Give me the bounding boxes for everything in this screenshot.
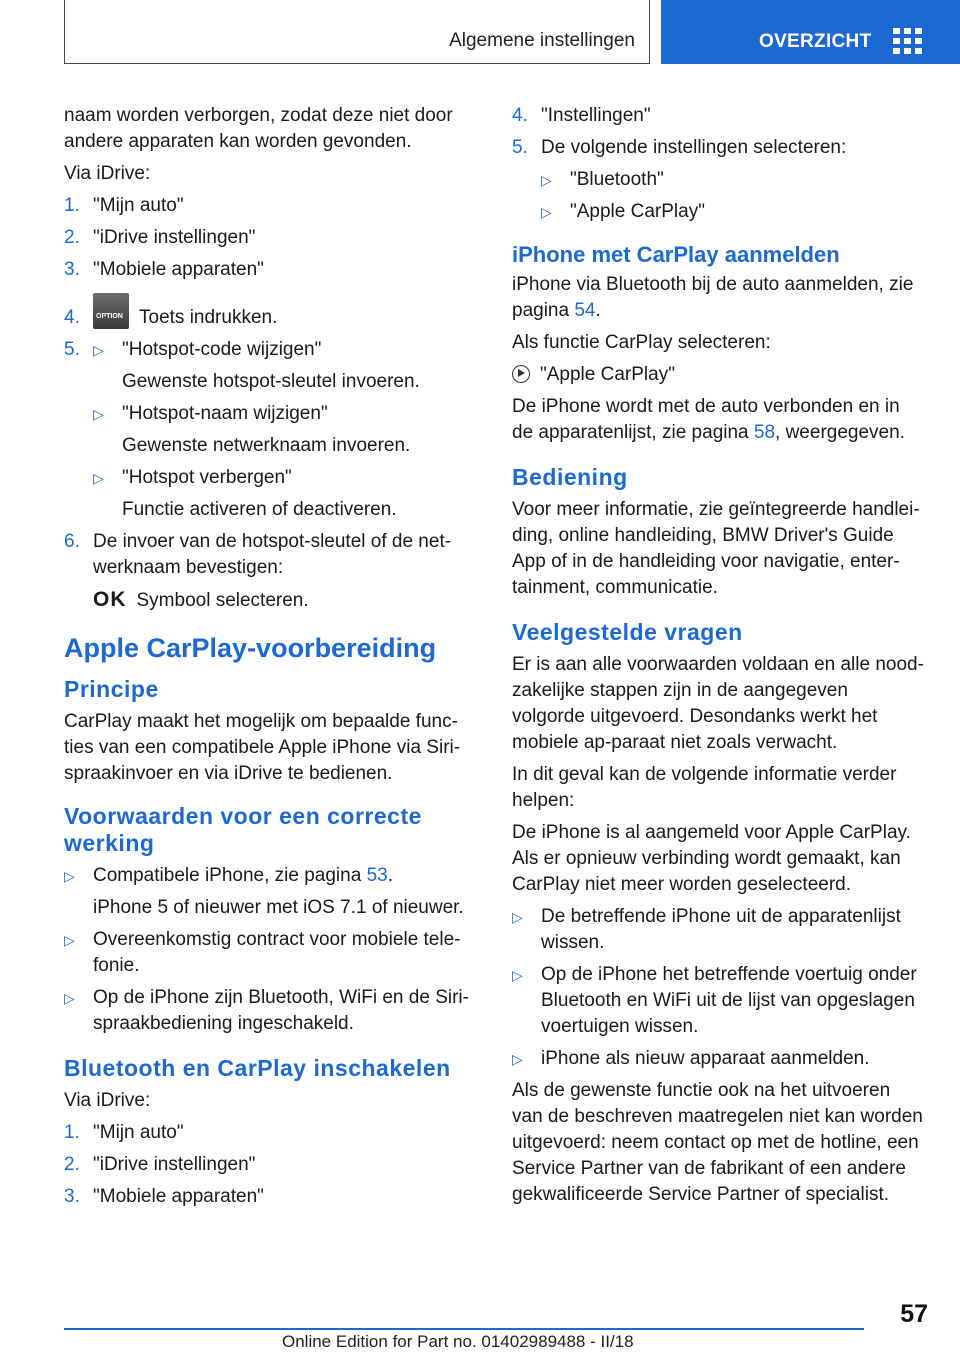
- intro-text: naam worden verborgen, zodat deze niet door andere apparaten kan worden gevonden.: [64, 105, 453, 152]
- list-item: 3. "Mobiele apparaten": [64, 259, 264, 280]
- vragen-text: Er is aan alle voorwaarden voldaan en alle nood‐zakelijke stappen zijn in de aangegeven volgorde uitgevoerd. Desondanks werkt het mobiele ap‐paraat niet zoals verwacht.: [512, 654, 924, 753]
- triangle-bullet-icon: ▷: [64, 932, 75, 948]
- bullet-item: ▷ "Apple CarPlay": [541, 199, 924, 225]
- bullet-sub: iPhone 5 of nieuwer met iOS 7.1 of nieuwer.: [93, 897, 464, 918]
- bullet-item: ▷ Compatibele iPhone, zie pagina 53.: [64, 863, 476, 889]
- header-section-tab: [64, 0, 650, 64]
- principe-text: CarPlay maakt het mogelijk om bepaalde func‐ties van een compatibele Apple iPhone via Siri-spraakinvoer en via iDrive te bedienen.: [64, 711, 461, 784]
- heading-aanmelden: iPhone met CarPlay aanmelden: [512, 242, 840, 267]
- triangle-bullet-icon: ▷: [93, 470, 104, 486]
- heading-bluetooth: Bluetooth en CarPlay inschakelen: [64, 1055, 451, 1081]
- heading-principe: Principe: [64, 676, 159, 702]
- vragen-text: In dit geval kan de volgende informatie verder helpen:: [512, 764, 897, 811]
- triangle-bullet-icon: ▷: [512, 1051, 523, 1067]
- list-item: 2. "iDrive instellingen": [64, 227, 256, 248]
- heading-bediening: Bediening: [512, 464, 628, 490]
- list-item: 5. De volgende instellingen selecteren: ▷ "Bluetooth" ▷ "Apple CarPlay": [512, 135, 924, 225]
- page-link[interactable]: 58: [753, 422, 776, 443]
- bullet-item: ▷ iPhone als nieuw apparaat aanmelden.: [512, 1046, 924, 1072]
- page-number: 57: [900, 1300, 928, 1328]
- triangle-bullet-icon: ▷: [541, 204, 552, 220]
- via-idrive-label: Via iDrive:: [64, 163, 151, 184]
- list-item: 1. "Mijn auto": [64, 195, 184, 216]
- triangle-bullet-icon: ▷: [541, 172, 552, 188]
- triangle-bullet-icon: ▷: [64, 868, 75, 884]
- heading-vragen: Veelgestelde vragen: [512, 619, 743, 645]
- bullet-item: ▷ "Hotspot verbergen": [93, 465, 476, 491]
- list-item: 4. "Instellingen": [512, 105, 651, 126]
- bediening-text: Voor meer informatie, zie geïntegreerde handlei‐ding, online handleiding, BMW Driver's Guide App of in de handleiding voor navigatie, enter‐tainment, communicatie.: [512, 499, 920, 598]
- left-column: [64, 103, 476, 1216]
- page-link[interactable]: 53: [366, 865, 388, 886]
- bullet-item: ▷ Op de iPhone zijn Bluetooth, WiFi en de Siri-spraakbediening ingeschakeld.: [64, 987, 469, 1034]
- list-item: 3. "Mobiele apparaten": [64, 1186, 264, 1207]
- verbonden-text: De iPhone wordt met de auto verbonden en in de apparatenlijst, zie pagina 58, weergegeven.: [512, 396, 905, 443]
- bullet-item: ▷ Overeenkomstig contract voor mobiele tele‐fonie.: [64, 929, 461, 976]
- heading-carplay: Apple CarPlay-voorbereiding: [64, 633, 437, 663]
- list-item: 2. "iDrive instellingen": [64, 1154, 256, 1175]
- footer-edition: Online Edition for Part no. 01402989488 - II/18: [282, 1332, 634, 1351]
- play-icon: [512, 365, 530, 383]
- heading-voorwaarden: Voorwaarden voor een correcte werking: [64, 803, 422, 856]
- via-idrive-label: Via iDrive:: [64, 1090, 151, 1111]
- bullet-sub: Gewenste netwerknaam invoeren.: [122, 435, 411, 456]
- vragen-text: De iPhone is al aangemeld voor Apple CarPlay. Als er opnieuw verbinding wordt gemaakt, kan CarPlay niet meer worden geselecteerd.: [512, 822, 911, 895]
- bullet-sub: Gewenste hotspot-sleutel invoeren.: [122, 371, 420, 392]
- bullet-item: ▷ "Hotspot-naam wijzigen": [93, 401, 476, 427]
- page-link[interactable]: 54: [574, 300, 596, 321]
- bullet-item: ▷ "Hotspot-code wijzigen": [93, 337, 476, 363]
- right-column: [512, 103, 924, 1214]
- list-item-hotspot: 5. ▷ "Hotspot-code wijzigen" Gewenste hotspot-sleutel invoeren. ▷ "Hotspot-naam wijzigen" Gewenste netwerknaam invoeren. ▷ "Hotspot verbergen" Functie activeren of deactiveren.: [64, 337, 476, 523]
- triangle-bullet-icon: ▷: [93, 342, 104, 358]
- aanmelden-text: iPhone via Bluetooth bij de auto aanmelden, zie pagina 54.: [512, 274, 914, 321]
- section-title: Algemene instellingen: [449, 30, 635, 51]
- list-item-option: 4. OPTION Toets indrukken.: [64, 293, 476, 331]
- ok-icon: OK: [93, 588, 127, 611]
- functie-text: Als functie CarPlay selecteren:: [512, 332, 771, 353]
- list-item: 1. "Mijn auto": [64, 1122, 184, 1143]
- bullet-item: ▷ De betreffende iPhone uit de apparatenlijst wissen.: [512, 906, 901, 953]
- overview-label: OVERZICHT: [759, 31, 872, 52]
- triangle-bullet-icon: ▷: [64, 990, 75, 1006]
- triangle-bullet-icon: ▷: [93, 406, 104, 422]
- bullet-item: ▷ Op de iPhone het betreffende voertuig onder Bluetooth en WiFi uit de lijst van opgeslagen voertuigen wissen.: [512, 964, 917, 1037]
- bullet-sub: Functie activeren of deactiveren.: [122, 499, 397, 520]
- functie-option: "Apple CarPlay": [512, 362, 924, 388]
- grid-menu-icon: [893, 28, 923, 54]
- vragen-text: Als de gewenste functie ook na het uitvoeren van de beschreven maatregelen niet kan worden uitgevoerd: neem contact op met de hotline, een Service Partner van de fabrikant of een andere gekwalificeerde Service Partner of specialist.: [512, 1080, 923, 1205]
- list-item-confirm: 6. De invoer van de hotspot-sleutel of de net‐werknaam bevestigen: OK Symbool selecteren.: [64, 531, 452, 611]
- triangle-bullet-icon: ▷: [512, 967, 523, 983]
- footer-divider: [64, 1328, 864, 1330]
- bullet-item: ▷ "Bluetooth": [541, 167, 924, 193]
- triangle-bullet-icon: ▷: [512, 909, 523, 925]
- overview-button[interactable]: [661, 0, 960, 64]
- option-button-icon: OPTION: [93, 293, 129, 329]
